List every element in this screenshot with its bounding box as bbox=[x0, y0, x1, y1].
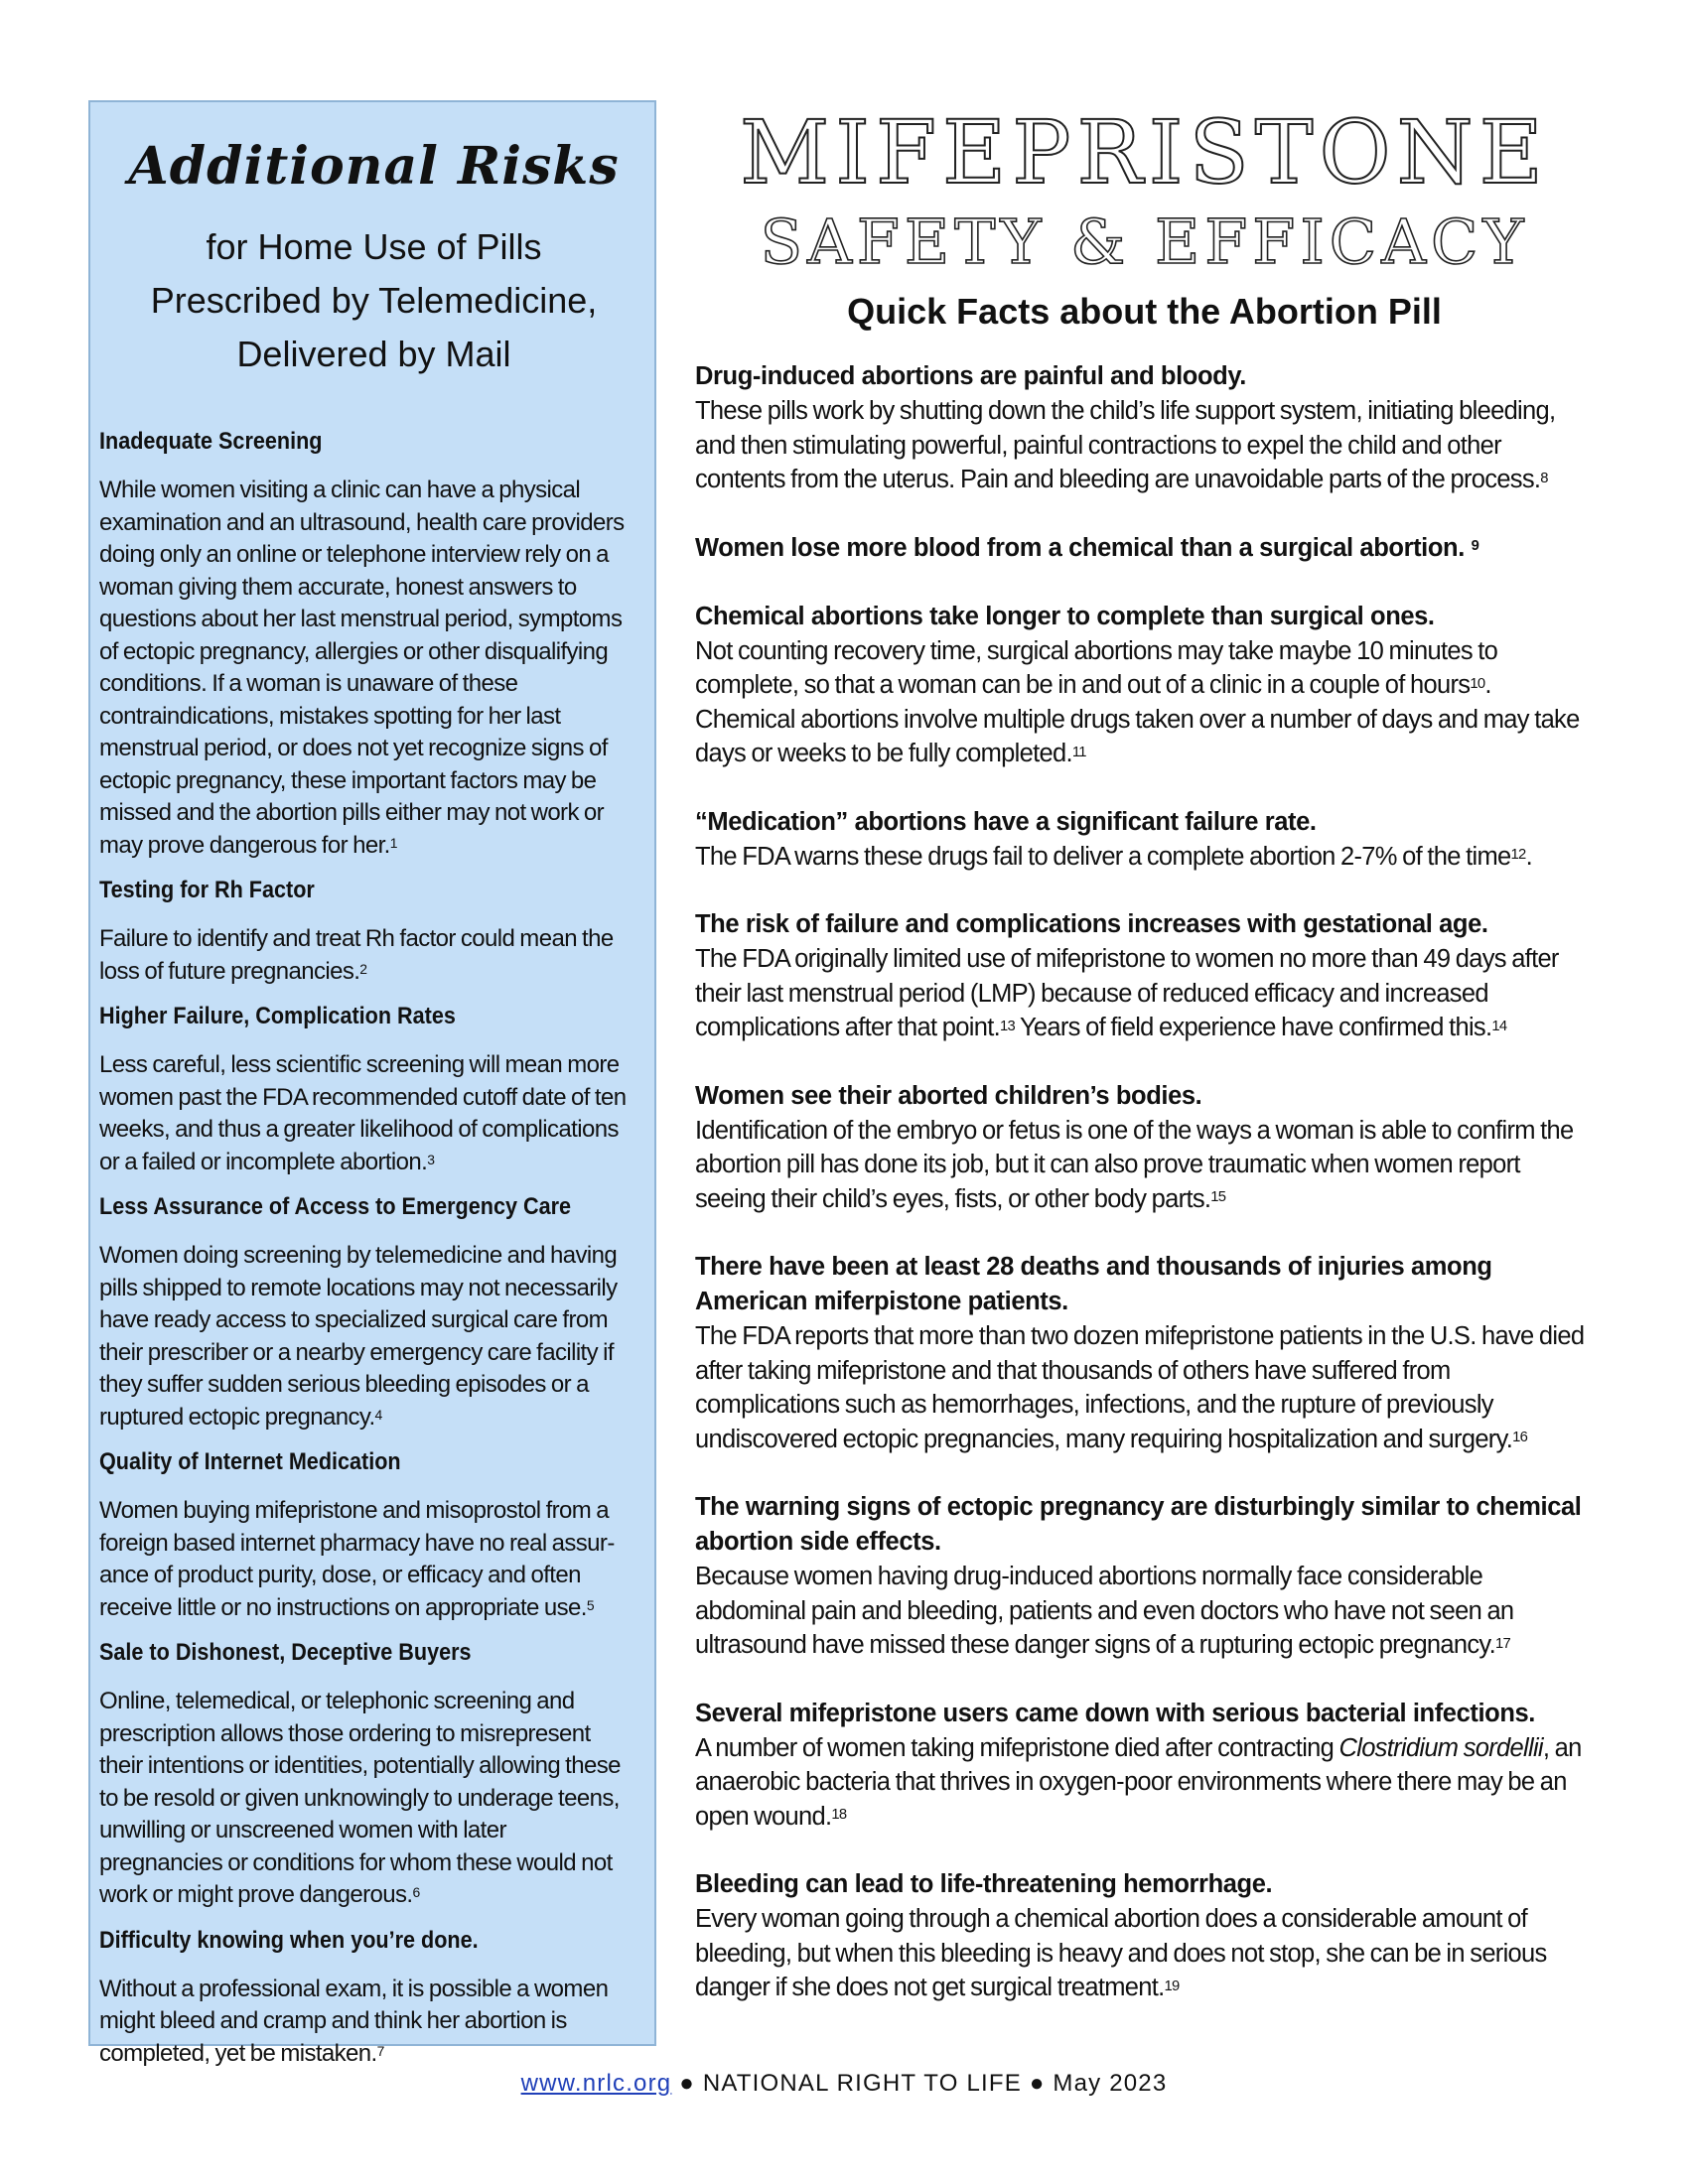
footnote-ref: 2 bbox=[359, 960, 367, 977]
footnote-ref: 15 bbox=[1210, 1189, 1226, 1206]
footnote-ref: 13 bbox=[999, 1018, 1016, 1034]
footnote-ref: 6 bbox=[412, 1884, 420, 1901]
footnote-ref: 3 bbox=[427, 1151, 435, 1167]
sidebar-subtitle-line: for Home Use of Pills bbox=[206, 226, 542, 267]
fact-text: . Chemical abortions involve multiple drugs taken over a number of days and may take days or weeks to be fully completed. bbox=[695, 671, 1580, 767]
risk-section bbox=[99, 1002, 633, 1178]
fact-text: Identification of the embryo or fetus is one of the ways a woman is able to confirm the abortion pill has done its job, but it can also prove traumatic when women report seeing their child’s eyes, fists, or other body parts. bbox=[695, 1116, 1574, 1213]
fact-item bbox=[695, 1490, 1594, 1663]
fact-item bbox=[695, 907, 1594, 1045]
risk-body bbox=[99, 1240, 633, 1433]
risk-section bbox=[99, 1926, 633, 2071]
sidebar-subtitle-line: Delivered by Mail bbox=[236, 334, 511, 374]
risk-text: Less careful, less scientific screening will mean more women past the FDA recommended cutoff date of ten weeks, and thus a greater likelihood of complications or a failed or incomplete abortion. bbox=[99, 1051, 627, 1175]
fact-heading: There have been at least 28 deaths and thousands of injuries among American miferpistone patients. bbox=[695, 1253, 1492, 1315]
risk-section bbox=[99, 427, 633, 862]
footnote-ref: 14 bbox=[1491, 1018, 1507, 1034]
risk-heading: Sale to Dishonest, Deceptive Buyers bbox=[99, 1639, 472, 1666]
footnote-ref: 12 bbox=[1510, 847, 1526, 864]
risk-section bbox=[99, 1192, 633, 1433]
footnote-ref: 11 bbox=[1071, 744, 1086, 760]
risk-text: Online, telemedical, or telephonic screening and prescription allows those ordering to misrepresent their intentions or identities, potentially allowing these to be resold or given unknowingly to underage teens, unwilling or unscreened women with later pregnancies or conditions for whom these would not work or might prove dangerous. bbox=[99, 1688, 621, 1908]
risk-text: Failure to identify and treat Rh factor could mean the loss of future pregnancies. bbox=[99, 925, 614, 985]
page-title: MIFEPRISTONE bbox=[740, 101, 1549, 204]
footnote-ref: 5 bbox=[586, 1596, 594, 1613]
sidebar-additional-risks bbox=[88, 100, 656, 2067]
footnote-ref: 18 bbox=[831, 1807, 847, 1824]
footer bbox=[0, 2070, 1688, 2098]
fact-body bbox=[695, 634, 1594, 771]
page-tagline: Quick Facts about the Abortion Pill bbox=[847, 291, 1442, 332]
risk-body bbox=[99, 1974, 633, 2071]
fact-item bbox=[695, 600, 1594, 771]
footnote-ref: 1 bbox=[389, 834, 397, 851]
fact-body bbox=[695, 1114, 1594, 1217]
fact-heading: Bleeding can lead to life-threatening hemorrhage. bbox=[695, 1870, 1273, 1898]
risk-heading: Less Assurance of Access to Emergency Care bbox=[99, 1193, 572, 1220]
sidebar-sections bbox=[99, 427, 633, 2070]
fact-heading-text: Women lose more blood from a chemical than a surgical abortion. bbox=[695, 533, 1465, 562]
footnote-ref: 10 bbox=[1470, 675, 1485, 692]
risk-heading: Inadequate Screening bbox=[99, 428, 323, 455]
risk-section bbox=[99, 1447, 633, 1624]
risk-body bbox=[99, 1495, 633, 1624]
footnote-ref: 19 bbox=[1164, 1978, 1180, 1994]
facts-list bbox=[695, 359, 1594, 2005]
fact-italic-term: Clostridium sordellii bbox=[1338, 1733, 1543, 1762]
risk-section bbox=[99, 1638, 633, 1912]
footer-org: NATIONAL RIGHT TO LIFE bbox=[702, 2070, 1022, 2097]
fact-item bbox=[695, 1867, 1594, 2005]
risk-heading: Testing for Rh Factor bbox=[99, 877, 315, 903]
footnote-ref: 7 bbox=[376, 2042, 384, 2059]
fact-item bbox=[695, 1697, 1594, 1835]
risk-heading: Difficulty knowing when you’re done. bbox=[99, 1926, 479, 1954]
fact-text: , an anaerobic bacteria that thrives in oxygen-poor environments where there may be an open wound. bbox=[695, 1733, 1582, 1831]
sidebar-title: Additional Risks bbox=[128, 136, 620, 197]
fact-item bbox=[695, 531, 1594, 566]
main-column bbox=[695, 99, 1594, 2039]
fact-text: Years of field experience have confirmed this. bbox=[1015, 1014, 1492, 1041]
footnote-ref: 17 bbox=[1494, 1635, 1511, 1652]
fact-body bbox=[695, 1731, 1594, 1835]
fact-text: . bbox=[1525, 842, 1532, 871]
fact-heading bbox=[695, 531, 1594, 566]
risk-body bbox=[99, 923, 633, 988]
footnote-ref: 8 bbox=[1540, 470, 1548, 486]
fact-body bbox=[695, 1902, 1594, 2005]
footer-date: May 2023 bbox=[1053, 2070, 1168, 2097]
bullet-separator: ● bbox=[1029, 2070, 1046, 2097]
fact-heading: The risk of failure and complications increases with gestational age. bbox=[695, 910, 1488, 938]
footnote-ref: 9 bbox=[1471, 538, 1479, 555]
footer-link[interactable]: www.nrlc.org bbox=[520, 2070, 672, 2097]
risk-body bbox=[99, 475, 633, 862]
sidebar-subtitle bbox=[99, 220, 633, 381]
risk-text: Women buying mifepristone and misoprostol from a foreign based internet pharmacy have no real assur-ance of product purity, dose, or efficacy and often receive little or no instructions on appropriate use. bbox=[99, 1497, 615, 1621]
fact-text: The FDA reports that more than two dozen mifepristone patients in the U.S. have died after taking mifepristone and that thousands of others have suffered from complications such as hemorrhages, infections, and the rupture of previously undiscovered ectopic pregnancies, many requiring hospitalization and surgery. bbox=[695, 1322, 1585, 1453]
fact-text: Not counting recovery time, surgical abortions may take maybe 10 minutes to complete, so that a woman can be in and out of a clinic in a couple of hours bbox=[695, 636, 1498, 699]
fact-item bbox=[695, 805, 1594, 875]
fact-body bbox=[695, 840, 1594, 875]
fact-body bbox=[695, 1560, 1594, 1663]
footnote-ref: 16 bbox=[1512, 1430, 1528, 1446]
fact-item bbox=[695, 359, 1594, 497]
fact-heading: Several mifepristone users came down with serious bacterial infections. bbox=[695, 1699, 1535, 1727]
fact-text: Every woman going through a chemical abortion does a considerable amount of bleeding, but when this bleeding is heavy and does not stop, she can be in serious danger if she does not get surgical treatment. bbox=[695, 1905, 1547, 2001]
sidebar-subtitle-line: Prescribed by Telemedicine, bbox=[150, 280, 598, 321]
fact-body bbox=[695, 394, 1594, 497]
fact-text: These pills work by shutting down the child’s life support system, initiating bleeding, and then stimulating powerful, painful contractions to expel the child and other contents from the uterus. Pain and bleeding are unavoidable parts of the process. bbox=[695, 397, 1556, 493]
fact-text: A number of women taking mifepristone died after contracting bbox=[695, 1733, 1339, 1762]
risk-section bbox=[99, 876, 633, 988]
risk-body bbox=[99, 1049, 633, 1178]
risk-text: Without a professional exam, it is possible a women might bleed and cramp and think her abortion is completed, yet be mistaken. bbox=[99, 1975, 609, 2067]
risk-heading: Quality of Internet Medication bbox=[99, 1448, 401, 1475]
fact-heading: Women see their aborted children’s bodies. bbox=[695, 1081, 1202, 1110]
footnote-ref: 4 bbox=[374, 1406, 382, 1423]
fact-text: The FDA warns these drugs fail to deliver a complete abortion 2-7% of the time bbox=[695, 842, 1511, 871]
fact-heading: Chemical abortions take longer to complete than surgical ones. bbox=[695, 602, 1435, 630]
fact-body bbox=[695, 942, 1594, 1045]
page-subtitle: SAFETY & EFFICACY bbox=[760, 205, 1529, 278]
risk-heading: Higher Failure, Complication Rates bbox=[99, 1003, 456, 1029]
risk-body bbox=[99, 1686, 633, 1912]
risk-text: While women visiting a clinic can have a physical examination and an ultrasound, health care providers doing only an online or telephone interview rely on a woman giving them accurate, honest answers to questions about her last menstrual period, symptoms of ectopic pregnancy, allergies or other disqualifying conditions. If a woman is unaware of these contraindications, mistakes spotting for her last menstrual period, or does not yet recognize signs of ectopic pregnancy, these important factors may be missed and the abortion pills either may not work or may prove dangerous for her. bbox=[99, 477, 625, 859]
fact-body bbox=[695, 1319, 1594, 1456]
bullet-separator: ● bbox=[679, 2070, 695, 2097]
fact-heading: Drug-induced abortions are painful and bloody. bbox=[695, 362, 1246, 390]
risk-text: Women doing screening by telemedicine and having pills shipped to remote locations may not necessarily have ready access to specialized surgical care from their prescriber or a nearby emergency care facility if they suffer sudden serious bleeding episodes or a ruptured ectopic pregnancy. bbox=[99, 1242, 618, 1431]
fact-heading: “Medication” abortions have a significant failure rate. bbox=[695, 807, 1317, 836]
fact-item bbox=[695, 1250, 1594, 1456]
fact-heading: The warning signs of ectopic pregnancy are disturbingly similar to chemical abortion side effects. bbox=[695, 1493, 1582, 1556]
fact-text: Because women having drug-induced abortions normally face considerable abdominal pain and bleeding, patients and even doctors who have not seen an ultrasound have missed these danger signs of a rupturing ectopic pregnancy. bbox=[695, 1563, 1514, 1659]
fact-text: The FDA originally limited use of mifepristone to women no more than 49 days after their last menstrual period (LMP) because of reduced efficacy and increased complications after that point. bbox=[695, 945, 1559, 1041]
fact-item bbox=[695, 1079, 1594, 1217]
